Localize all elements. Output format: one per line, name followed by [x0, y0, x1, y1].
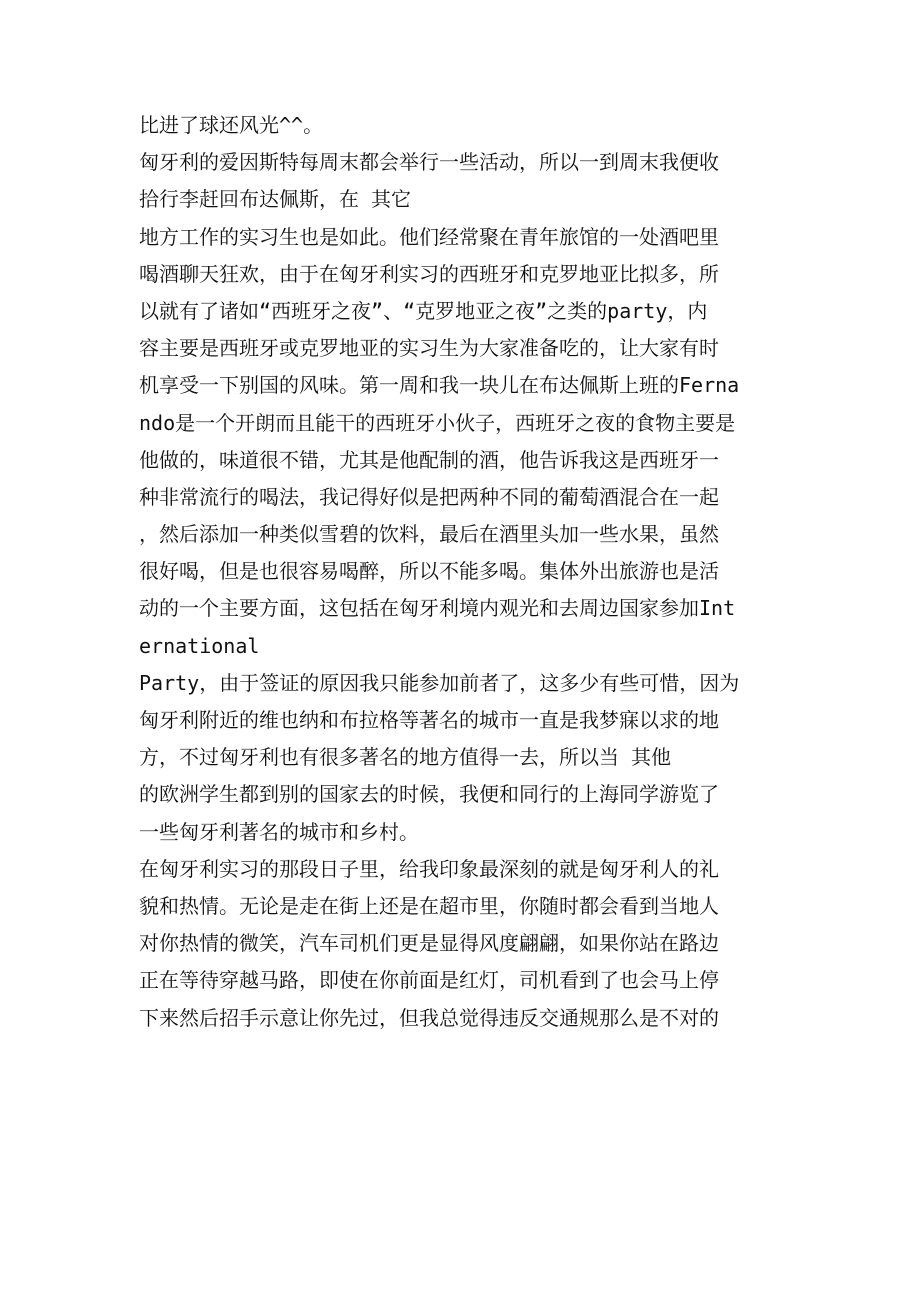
- text-line: 貌和热情。无论是走在街上还是在超市里，你随时都会看到当地人: [139, 893, 719, 918]
- text-line: 匈牙利附近的维也纳和布拉格等著名的城市一直是我梦寐以求的地: [139, 708, 719, 732]
- text-line: 下来然后招手示意让你先过，但我总觉得违反交通规那么是不对的: [139, 1005, 719, 1030]
- text-line: 他做的，味道很不错，尤其是他配制的酒，他告诉我这是西班牙一: [139, 447, 719, 472]
- text-line: 方，不过匈牙利也有很多著名的地方值得一去，所以当 其他: [139, 745, 672, 770]
- text-line: 以就有了诸如“西班牙之夜”、“克罗地亚之夜”之类的party，内: [139, 298, 708, 323]
- text-line: 拾行李赶回布达佩斯，在 其它: [139, 187, 412, 212]
- text-line: Party，由于签证的原因我只能参加前者了，这多少有些可惜，因为: [139, 670, 740, 695]
- text-line: 在匈牙利实习的那段日子里，给我印象最深刻的就是匈牙利人的礼: [139, 856, 719, 881]
- text-line: 容主要是西班牙或克罗地亚的实习生为大家准备吃的，让大家有时: [139, 336, 719, 361]
- text-line: 比进了球还风光^^。: [139, 113, 324, 137]
- text-line: 地方工作的实习生也是如此。他们经常聚在青年旅馆的一处酒吧里: [139, 224, 719, 249]
- text-line: 的欧洲学生都到别的国家去的时候，我便和同行的上海同学游览了: [139, 782, 719, 807]
- text-line: 一些匈牙利著名的城市和乡村。: [139, 819, 419, 844]
- text-line: 正在等待穿越马路，即使在你前面是红灯，司机看到了也会马上停: [139, 968, 719, 993]
- text-line: ndo是一个开朗而且能干的西班牙小伙子，西班牙之夜的食物主要是: [139, 410, 736, 435]
- body-text: [139, 107, 784, 1037]
- text-line: ernational: [139, 633, 260, 658]
- text-line: 很好喝，但是也很容易喝醉，所以不能多喝。集体外出旅游也是活: [139, 559, 719, 584]
- text-line: ，然后添加一种类似雪碧的饮料，最后在酒里头加一些水果，虽然: [139, 522, 719, 547]
- text-line: 机享受一下别国的风味。第一周和我一块儿在布达佩斯上班的Ferna: [139, 373, 740, 398]
- text-line: 匈牙利的爱因斯特每周末都会举行一些活动，所以一到周末我便收: [139, 150, 719, 175]
- text-line: 喝酒聊天狂欢，由于在匈牙利实习的西班牙和克罗地亚比拟多，所: [139, 261, 719, 286]
- text-line: 对你热情的微笑，汽车司机们更是显得风度翩翩，如果你站在路边: [139, 931, 719, 956]
- text-line: 动的一个主要方面，这包括在匈牙利境内观光和去周边国家参加Int: [139, 596, 736, 621]
- text-line: 种非常流行的喝法，我记得好似是把两种不同的葡萄酒混合在一起: [139, 484, 719, 509]
